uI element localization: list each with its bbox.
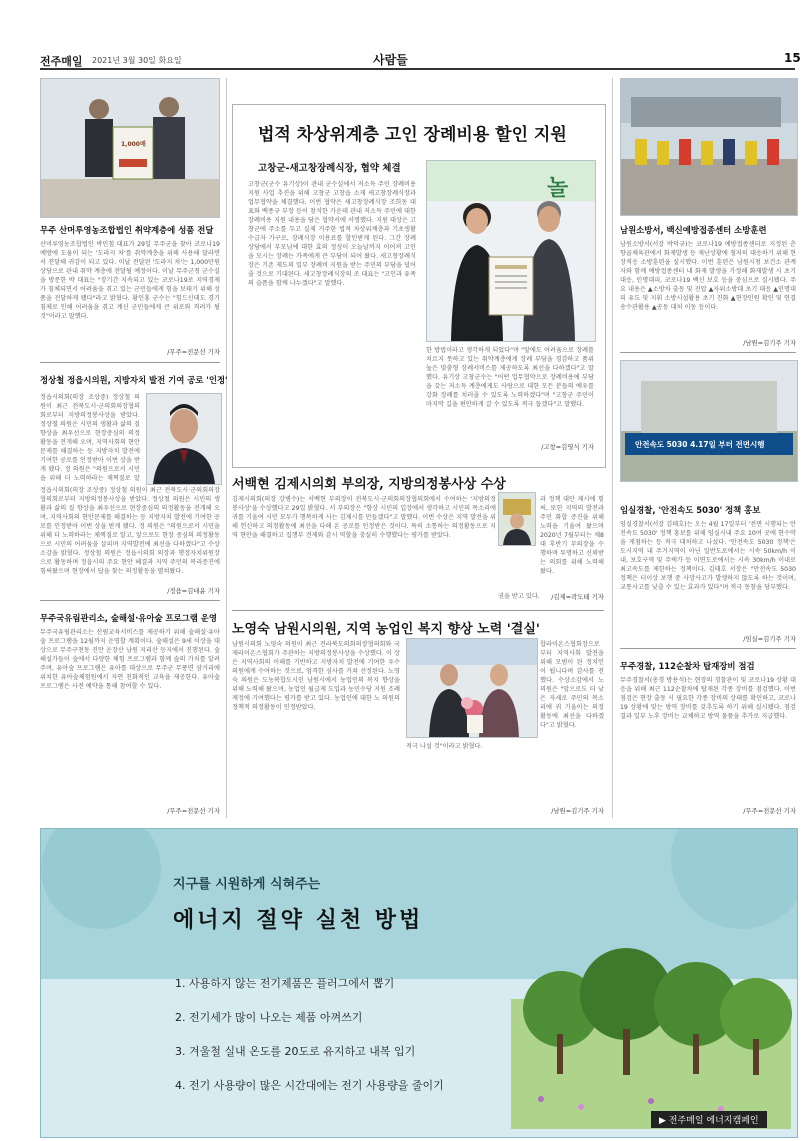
jeong-sangchul-byline: /정읍=김대윤 기자 xyxy=(167,587,220,595)
muju-police-body: 무주경찰서(총경 방용석)는 현장의 경찰관이 및 코로나19 상황 대응을 위해 최근 112순찰차에 탑재된 각종 장비를 점검했다. 이번 점검은 현장 출동 시 필요한 각종 장비의 상태를 확인하고, 코로나19 상황에 맞는 방역 장비를 갖추도록 하기 위해 실시됐다. 점검 결과 일부 노후 장비는 교체하고 방역 물품을 추가로 지급했다. xyxy=(620,677,796,720)
jangchang-photo-illustration xyxy=(427,161,595,341)
energy-ad-tagline: 지구를 시원하게 식혀주는 xyxy=(173,877,321,892)
imsil-police-photo xyxy=(620,360,798,482)
jangchang-byline: /고창=김영식 기자 xyxy=(541,443,594,451)
muju-forest-byline: /무주=전문선 기자 xyxy=(167,807,220,815)
imsil-police-photo-illustration xyxy=(621,361,797,481)
kim-jaeseo-headline: 서백현 김제시의회 부의장, 지방의정봉사상 수상 xyxy=(232,477,506,492)
muju-police-title: 무주경찰, 112순찰차 탑재장비 점검 xyxy=(620,661,755,671)
muju-forest-body: 무주국유림관리소는 산림교육서비스를 제공하기 위해 숲해설·유아숲 프로그램을 12월까지 운영할 계획이다. 숲해설은 9세 이상을 대상으로 무주구천동 진안 운장산 남원 지리산 등지에서 진행된다. 숲해설가들이 숲에서 다양한 체험 프로그램과 함께 숲의 가치를 알려주며, 유아숲 프로그램은 유아를 대상으로 무주군 무풍면 삼거리에 위치한 유아숲체험원에서 자연 친화적인 교육을 제공한다. 유아숲 프로그램은 사전 예약을 통해 참여할 수 있다. xyxy=(40,629,220,690)
left-rule-2 xyxy=(40,600,220,601)
noh-youngsuk-photo xyxy=(406,638,538,738)
energy-ad-footer: ▶ 전주매일 에너지캠페인 xyxy=(651,1111,767,1128)
muju-coop-byline: /무주=전문선 기자 xyxy=(167,348,220,356)
muju-forest-title: 무주국유림관리소, 숲해설·유아숲 프로그램 운영 xyxy=(40,613,217,623)
jangchang-photo xyxy=(426,160,596,342)
jeong-sangchul-body-b: 정읍시의회(의장 조상중) 정상철 의원이 최근 전북도시·군의회의장협의회로부터 지방의정봉사상을 받았다. 정상철 의원은 시민의 생활과 삶의 질 향상을 최우선으로 현장중심의 의정활동을 전개해 오며, 지역사회의 현안문제를 해결하는 등 지방자치 발전에 기여한 공로를 인정받아 이번 상을 받게 됐다. 정 의원은 "의원으로서 시민을 위해 더 노력하라는 채찍질로 알고, 앞으로도 현장 중심의 의정활동으로 시민의 어려움을 살피며 지역발전에 최선을 다하겠다"고 수상소감을 밝혔다. 정상철 의원은 정읍시의회 의장과 행정자치위원장으로 활동하며 정읍시의 주요 현안 해결과 지역 주민의 복리증진에 힘써왔으며 현장에서 답을 찾는 의정활동을 펼쳐왔다. xyxy=(40,487,220,575)
noh-youngsuk-photo-illustration xyxy=(407,639,537,737)
imsil-police-body: 임실경찰서(서장 김태호)는 오는 4월 17일부터 '전면 시행되는 안전속도 5030' 정책 홍보를 위해 임실시내 주요 10여 곳에 현수막을 게첨하는 등 적극 대처하고 나섰다. '안전속도 5030 정책'은 도시지역 내 주거지역이 아닌 일반도로에서는 시속 50km/h 이내, 보호구역 및 주택가 등 이면도로에서는 시속 30km/h 이내로 최고속도를 제한하는 정책이다. 김태호 서장은 "안전속도 5030 정책은 더이상 보행 중 사망사고가 발생하지 않도록 하는 것이며, 교통사고를 낮출 수 있는 효과가 있다"며 적극 동참을 당부했다. xyxy=(620,521,796,591)
kim-jaeseo-body-tail: 권을 받고 있다. xyxy=(498,593,540,600)
left-rule-1 xyxy=(40,362,220,363)
muju-police-byline: /무주=전문선 기자 xyxy=(743,807,796,815)
muju-coop-photo-sign: 1,000매 xyxy=(121,141,146,148)
namwon-fire-photo-illustration xyxy=(621,79,797,215)
jangchang-subhead: 고창군-새고창장례식장, 협약 체결 xyxy=(258,163,401,174)
right-rule-2 xyxy=(620,648,796,649)
namwon-fire-body: 남원소방서(서장 박덕규)는 코로나19 예방접종센터로 지정된 춘향골체육관에서 화재발생 등 재난상황에 철저히 대응하기 위해 현장적응 소방훈련을 실시했다. 이번 훈련은 남원시청 보건소 관계자와 함께 예방접종센터 내 화재 발생을 가정해 화재발생 시 초기대응, 인명대피, 코로나19 백신 보호 등을 중심으로 실시됐다. 주요 내용은 ▲소방차 출동 및 진압 ▲자위소방대 초기 대응 ▲인명대피 유도 및 지휘 소방시설활용 초기 진화 ▲현장인원 확인 및 연결송수관활용 ▲공동 대처 이동 등이다. xyxy=(620,241,796,311)
muju-coop-photo xyxy=(40,78,220,218)
noh-youngsuk-body-right: 합라이온스협회장으로부터 지역사회 발전을 위해 모범이 된 정치인이 됩니다며 감사를 전했다. 수상소감에서 노 의원은 "앞으로도 더 낮은 자세로 주민의 목소리에 귀 기울이는 의정활동에 최선을 다하겠다"고 밝혔다. xyxy=(540,641,604,729)
jangchang-body-left: 고창군(군수 유기상)이 관내 군수실에서 저소득 주민 장례비용 지원 사업 추진을 위해 고창군 고창읍 소재 새고창장례식장과 업무협약을 체결했다. 이번 협약은 새고창장례식장 조희동 대표와 백종규 부장 등이 참석한 가운데 관내 저소득 주민에 대한 장례비용 지원 내용을 담은 협약서에 서명했다. 지원 대상은 고창군에 주소를 두고 실제 거주한 법적 차상위계층과 기초생활수급자 가구로, 장례식장 이용료를 할인받게 된다. 그간 장례 상담에서 부모님에 대한 효의 정성이 오늘날까지 이어져 고인을 모시는 장례는 가족에게 큰 부담이 되어 왔다. 새고창장례식장은 기존 제도의 일부 장례비 지원을 받는 주민의 부담을 덜어줄 것으로 기대된다. 새고창장례식장의 조 대표는 "고인과 유족의 슬픔을 함께 나누겠다"고 말했다. xyxy=(248,181,416,287)
energy-ad-title: 에너지 절약 실천 방법 xyxy=(173,908,424,933)
energy-ad-item-1: 1. 사용하지 않는 전기제품은 플러그에서 뽑기 xyxy=(175,977,395,990)
jangchang-body-right: 한 방법이라고 생각하게 되었다"며 "앞에도 어려움으로 장례를 치르지 못하고 있는 취약계층에게 장례 부담을 경감하고 품위 높은 맞춤형 장례서비스를 제공하도록 최선을 다하겠다"고 말했다. 유기상 고창군수는 "어떤 업무협약으로 장례비용에 부담을 갖는 저소득 계층에게도 사랑으로 대한 모든 분들의 예우를 강화 장례를 치러줄 수 있도록 노력하겠다"며 "고창군 주민이 마지막 길을 편안하게 갈 수 있도록 적극 돕겠다"고 말했다. xyxy=(426,347,594,408)
jeong-sangchul-portrait xyxy=(146,393,222,485)
publication-name: 전주매일 xyxy=(40,55,83,68)
energy-ad-item-3: 3. 겨울철 실내 온도를 20도로 유지하고 내복 입기 xyxy=(175,1045,416,1058)
jeong-sangchul-title: 정상철 정읍시의원, 지방자치 발전 기여 공로 '인정' xyxy=(40,375,228,385)
muju-coop-photo-illustration xyxy=(41,79,219,217)
imsil-police-banner: 안전속도 5030 4.17일 부터 전면시행 xyxy=(635,440,765,449)
section-title: 사람들 xyxy=(373,53,408,67)
right-rule-1 xyxy=(620,352,796,353)
kim-jaeseo-photo xyxy=(498,492,536,546)
energy-ad-item-2: 2. 전기세가 많이 나오는 제품 아껴쓰기 xyxy=(175,1011,363,1024)
jangchang-headline: 법적 차상위계층 고인 장례비용 할인 지원 xyxy=(258,125,567,145)
column-divider-left xyxy=(226,78,227,818)
kim-jaeseo-byline: /김제=곽도태 기자 xyxy=(551,593,604,601)
noh-youngsuk-headline: 노영숙 남원시의원, 지역 농업인 복지 향상 노력 '결실' xyxy=(232,622,540,637)
imsil-police-title: 임실경찰, '안전속도 5030' 정책 홍보 xyxy=(620,505,761,515)
page-number: 15 xyxy=(784,51,801,65)
muju-coop-title: 무주 산머루영농조합법인 취약계층에 성품 전달 xyxy=(40,225,214,235)
jeong-sangchul-portrait-illustration xyxy=(147,394,221,484)
kim-jaeseo-photo-illustration xyxy=(499,493,535,545)
svg-text:놀: 놀 xyxy=(547,176,569,201)
noh-youngsuk-byline: /남원=김기주 기자 xyxy=(551,807,604,815)
issue-date: 2021년 3월 30일 화요일 xyxy=(92,56,182,65)
namwon-fire-title: 남원소방서, 백신예방접종센터 소방훈련 xyxy=(620,225,767,235)
muju-coop-body: 산머루영농조합법인 박민철 대표가 29일 무주군을 찾아 코로나19 예방에 도움이 되는 '도라지 차'를 취약계층을 위해 사용해 달라면서 전달해 귀감이 되고 있다. 이날 전달된 '도라지 차'는 1,000만원 상당으로 관내 취약 계층에 전달될 예정이다. 이날 무주군청 군수실을 방문한 박 대표는 "장기간 지속되고 있는 코로나19로 지역경제가 침체되면서 어려움을 겪고 있는 군민들에게 힘을 보태기 위해 성품을 전달하게 됐다"라고 밝혔다. 황인홍 군수는 "힘드신데도 경기 침체로 인해 어려움을 겪고 계신 군민들에게 큰 위로와 격려가 될 것"이라고 말했다. xyxy=(40,241,220,320)
imsil-police-byline: /임실=김기주 기자 xyxy=(743,635,796,643)
namwon-fire-byline: /남원=김기주 기자 xyxy=(743,339,796,347)
kim-jaeseo-body-left: 김제시의회(의장 강병수)는 서백현 부의장이 전북도시·군의회의장협의회에서 수여하는 '지방의정봉사상'을 수상했다고 29일 밝혔다. 서 부의장은 "항상 시민의 입장에서 생각하고 시민의 목소리에 귀를 기울여 시민 모두가 행복하게 사는 김제시를 만들겠다"고 말했다. 이번 수상은 지역 발전을 위해 헌신하고 의정활동에 최선을 다해 온 공로를 인정받은 것이다. 특히 소통하는 의정활동으로 지역 현안을 해결하고 집행부 견제와 감시 역할을 충실히 수행했다는 평가를 받았다. xyxy=(232,496,496,539)
kim-jaeseo-body-right: 과 정책 대안 제시에 힘써, 또한 지역의 발전과 주민 화합 증진을 위해 노력을 기울여 왔으며 2020년 7월부터는 제8대 후반기 부의장을 수행하며 투명하고 신뢰받는 의회를 위해 노력해 왔다. xyxy=(540,496,604,575)
noh-youngsuk-body-left: 남원시의회 노영숙 의원이 최근 전라북도의회의장협의회와 국제라이온스협회가 주관하는 지방의정봉사상을 수상했다. 이 상은 지역사회의 이해를 기반하고 지방자치 발전에 기여한 우수 의원에게 수여하는 것으로, 엄격한 심사를 거쳐 선정된다. 노영숙 의원은 도농복합도시인 남원시에서 농업인의 복지 향상을 위해 노력해 왔으며, 농업인 월급제 도입과 농민수당 지원 조례 제정에 기여했다는 평가를 받고 있다. 농업인에 대한 노 의원의 정책적 의정활동이 인정받았다. xyxy=(232,641,400,711)
energy-ad xyxy=(40,828,798,1138)
namwon-fire-photo xyxy=(620,78,798,216)
column-divider-right xyxy=(612,78,613,818)
center-rule-1 xyxy=(232,610,604,611)
noh-youngsuk-body-tail: 적극 나설 것"이라고 밝혔다. xyxy=(406,743,483,750)
header-rule xyxy=(40,68,795,70)
jeong-sangchul-body-a: 정읍시의회(의장 조상중) 정상철 의원이 최근 전북도시·군의회의장협의회로부터 지방의정봉사상을 받았다. 정상철 의원은 시민의 생활과 삶의 질 향상을 최우선으로 현장중심의 의정활동을 전개해 오며, 지역사회의 현안문제를 해결하는 등 지방자치 발전에 기여한 공로를 인정받아 이번 상을 받게 됐다. 정 의원은 "의원으로서 시민을 위해 더 노력하라는 채찍질로 알 xyxy=(40,394,140,482)
energy-ad-item-4: 4. 전기 사용량이 많은 시간대에는 전기 사용량을 줄이기 xyxy=(175,1079,444,1092)
